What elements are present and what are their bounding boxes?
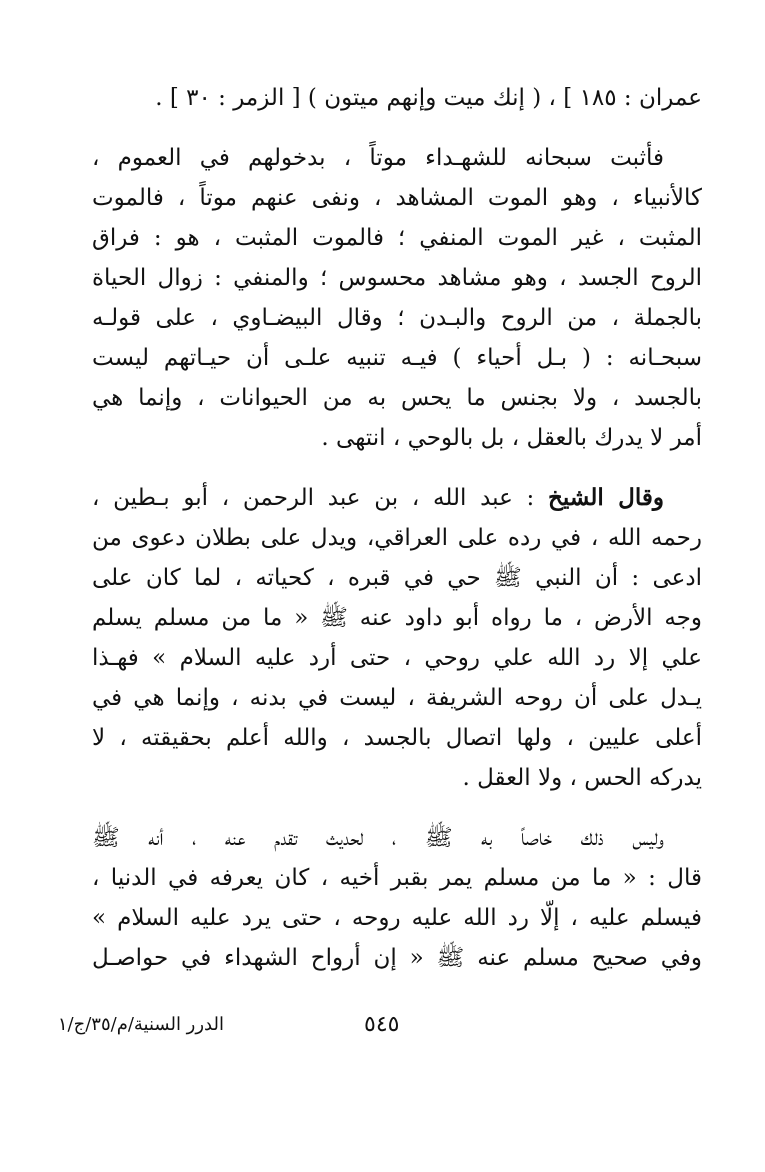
paragraph-4 [92, 818, 702, 978]
text-line: فيسلم عليه ، إلّا رد الله عليه روحه ، حتى يرد عليه السلام » [92, 905, 702, 931]
text-line: أمر لا يدرك بالعقل ، بل بالوحي ، انتهى . [321, 425, 702, 451]
paragraph-3 [92, 478, 702, 798]
text-line: بالجملة ، من الروح والبـدن ؛ وقال البيضـاوي ، على قولـه [92, 305, 702, 331]
text-line: علي إلا رد الله علي روحي ، حتى أرد عليه السلام » فهـذا [92, 645, 702, 671]
text-line: بالجسد ، ولا بجنس ما يحس به من الحيوانات ، وإنما هي [92, 385, 702, 411]
text-line: وليس ذلك خاصاً به ﷺ ، لحديث تقدم عنه ، أنه ﷺ [92, 825, 664, 851]
text-line: يـدل على أن روحه الشريفة ، ليست في بدنه ، وإنما هي في [92, 685, 702, 711]
text-line: المثبت ، غير الموت المنفي ؛ فالموت المثبت ، هو : فراق [92, 225, 702, 251]
text-line: الروح الجسد ، وهو مشاهد محسوس ؛ والمنفي : زوال الحياة [92, 265, 702, 291]
text-line-rest: : عبد الله ، بن عبد الرحمن ، أبو بـطين ، [92, 485, 549, 511]
page-footer [57, 1012, 702, 1042]
text-line [92, 478, 702, 518]
page-number: ٥٤٥ [364, 1012, 400, 1037]
text-line: فأثبت سبحانه للشهـداء موتاً ، بدخولهم في العموم ، [92, 145, 664, 171]
text-line: عمران : ١٨٥ ] ، ( إنك ميت وإنهم ميتون ) [ الزمر : ٣٠ ] . [155, 85, 702, 111]
paragraph-2 [92, 138, 702, 458]
text-line: ادعى : أن النبي ﷺ حي في قبره ، كحياته ، لما كان على [92, 565, 702, 591]
text-line: وجه الأرض ، ما رواه أبو داود عنه ﷺ « ما من مسلم يسلم [92, 605, 702, 631]
text-line: رحمه الله ، في رده على العراقي، ويدل على بطلان دعوى من [92, 525, 702, 551]
text-line: وفي صحيح مسلم عنه ﷺ « إن أرواح الشهداء في حواصـل [92, 945, 702, 971]
text-line: أعلى عليين ، ولها اتصال بالجسد ، والله أعلم بحقيقته ، لا [92, 725, 702, 751]
page-body [92, 78, 702, 998]
text-line: سبحـانه : ( بـل أحياء ) فيـه تنبيه علـى أن حيـاتهم ليست [92, 345, 702, 371]
source-reference: الدرر السنية/م/٣٥/ج/١ [57, 1014, 224, 1035]
text-line: قال : « ما من مسلم يمر بقبر أخيه ، كان يعرفه في الدنيا ، [92, 865, 702, 891]
paragraph-1 [92, 78, 702, 118]
text-line: يدركه الحس ، ولا العقل . [462, 765, 702, 791]
speaker-label: وقال الشيخ [548, 484, 664, 511]
text-line: كالأنبياء ، وهو الموت المشاهد ، ونفى عنهم موتاً ، فالموت [92, 185, 702, 211]
